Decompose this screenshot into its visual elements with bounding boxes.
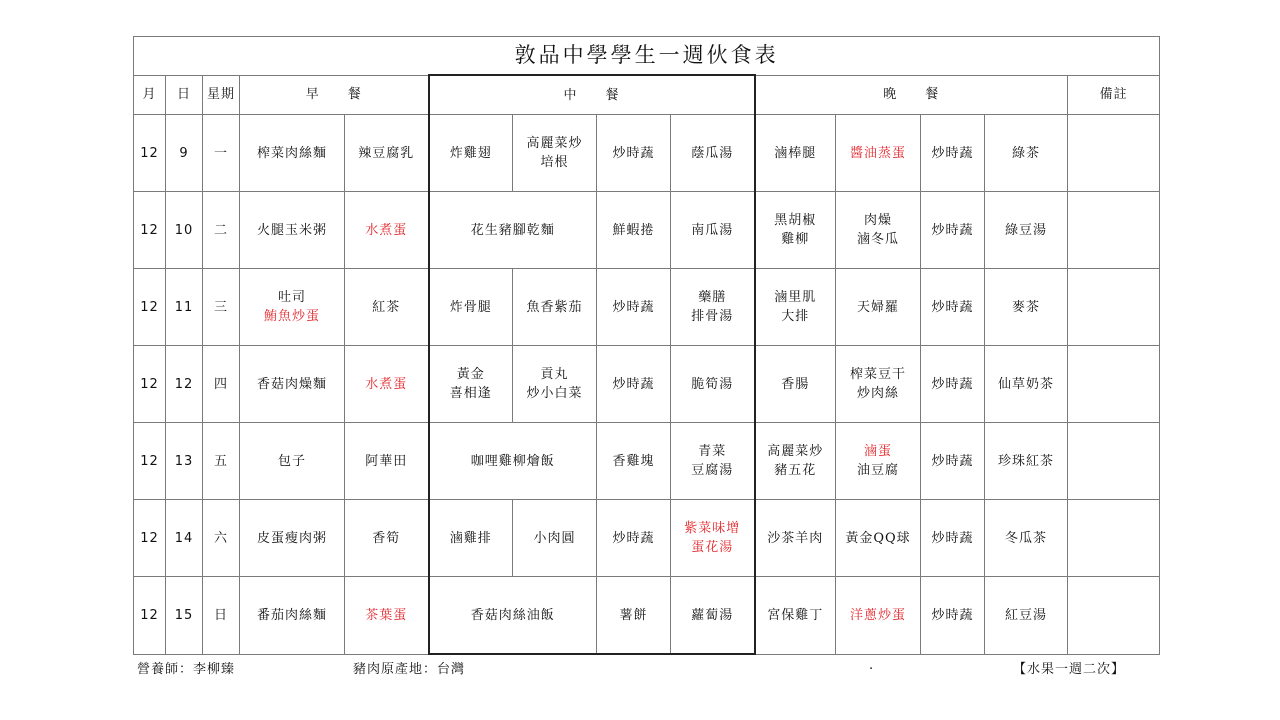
breakfast-main-cell: 榨菜肉絲麵 bbox=[240, 115, 345, 192]
lunch-veg-cell: 鮮蝦捲 bbox=[597, 192, 671, 269]
dinner-main-cell: 沙茶羊肉 bbox=[755, 500, 836, 577]
lunch-main-cell: 花生豬腳乾麵 bbox=[429, 192, 597, 269]
header-weekday: 星期 bbox=[203, 75, 240, 115]
breakfast-side-cell: 辣豆腐乳 bbox=[345, 115, 429, 192]
day-cell: 14 bbox=[166, 500, 203, 577]
lunch-main-cell-line: 黃金 bbox=[456, 367, 485, 382]
dinner-drink-cell: 綠茶 bbox=[985, 115, 1068, 192]
lunch-soup-cell bbox=[671, 423, 755, 500]
day-cell: 15 bbox=[166, 577, 203, 655]
dinner-drink-cell: 紅豆湯 bbox=[985, 577, 1068, 655]
breakfast-main-cell: 香菇肉燥麵 bbox=[240, 346, 345, 423]
breakfast-side-cell: 香筍 bbox=[345, 500, 429, 577]
lunch-soup-cell-line: 紫菜味增 bbox=[684, 521, 741, 536]
month-cell: 12 bbox=[134, 500, 166, 577]
breakfast-side-cell: 紅茶 bbox=[345, 269, 429, 346]
header-month: 月 bbox=[134, 75, 166, 115]
day-row bbox=[134, 346, 1160, 423]
day-cell: 11 bbox=[166, 269, 203, 346]
breakfast-side-cell: 茶葉蛋 bbox=[345, 577, 429, 655]
dinner-side-cell bbox=[836, 346, 921, 423]
weekday-cell: 三 bbox=[203, 269, 240, 346]
day-cell: 10 bbox=[166, 192, 203, 269]
fruit-note: 【水果一週二次】 bbox=[1013, 662, 1126, 677]
notes-cell bbox=[1068, 115, 1160, 192]
lunch-soup-cell: 南瓜湯 bbox=[671, 192, 755, 269]
lunch-side-cell-line: 炒小白菜 bbox=[526, 386, 583, 401]
lunch-side-cell-line: 高麗菜炒 bbox=[526, 136, 583, 151]
dinner-main-cell-line: 高麗菜炒 bbox=[767, 444, 824, 459]
dinner-main-cell-line: 雞柳 bbox=[781, 232, 810, 247]
weekday-cell: 五 bbox=[203, 423, 240, 500]
notes-cell bbox=[1068, 192, 1160, 269]
lunch-main-cell: 滷雞排 bbox=[429, 500, 513, 577]
day-row bbox=[134, 269, 1160, 346]
dinner-side-cell: 黃金QQ球 bbox=[836, 500, 921, 577]
pork-origin-label: 豬肉原產地：台灣 bbox=[353, 662, 466, 677]
lunch-soup-cell-line: 藥膳 bbox=[698, 290, 727, 305]
footer-dot: . bbox=[869, 658, 875, 673]
breakfast-side-cell: 水煮蛋 bbox=[345, 192, 429, 269]
dinner-drink-cell: 珍珠紅茶 bbox=[985, 423, 1068, 500]
dinner-main-cell bbox=[755, 269, 836, 346]
lunch-soup-cell: 蘿蔔湯 bbox=[671, 577, 755, 655]
lunch-soup-cell-line: 豆腐湯 bbox=[691, 463, 734, 478]
lunch-soup-cell: 蔭瓜湯 bbox=[671, 115, 755, 192]
day-row bbox=[134, 500, 1160, 577]
month-cell: 12 bbox=[134, 346, 166, 423]
lunch-soup-cell bbox=[671, 500, 755, 577]
lunch-soup-cell-line: 青菜 bbox=[698, 444, 727, 459]
dinner-main-cell: 香腸 bbox=[755, 346, 836, 423]
notes-cell bbox=[1068, 500, 1160, 577]
dinner-side-line: 滷蛋 bbox=[863, 444, 892, 459]
weekday-cell: 二 bbox=[203, 192, 240, 269]
dinner-drink-cell: 綠豆湯 bbox=[985, 192, 1068, 269]
lunch-main-cell: 炸骨腿 bbox=[429, 269, 513, 346]
header-dinner: 晚 餐 bbox=[755, 75, 1068, 115]
dinner-side-cell-line: 肉燥 bbox=[863, 213, 892, 228]
menu-title: 敦品中學學生一週伙食表 bbox=[134, 37, 1160, 76]
header-notes: 備註 bbox=[1068, 75, 1160, 115]
header-day: 日 bbox=[166, 75, 203, 115]
lunch-main-cell bbox=[429, 346, 513, 423]
lunch-veg-cell: 薯餅 bbox=[597, 577, 671, 655]
lunch-veg-cell: 炒時蔬 bbox=[597, 346, 671, 423]
month-cell: 12 bbox=[134, 269, 166, 346]
dinner-drink-cell: 仙草奶茶 bbox=[985, 346, 1068, 423]
notes-cell bbox=[1068, 269, 1160, 346]
dinner-drink-cell: 冬瓜茶 bbox=[985, 500, 1068, 577]
dinner-main-cell-line: 大排 bbox=[781, 309, 810, 324]
dinner-veg-cell: 炒時蔬 bbox=[921, 500, 985, 577]
breakfast-main-cell: 火腿玉米粥 bbox=[240, 192, 345, 269]
day-row bbox=[134, 115, 1160, 192]
dinner-veg-cell: 炒時蔬 bbox=[921, 577, 985, 655]
weekday-cell: 六 bbox=[203, 500, 240, 577]
lunch-side-cell: 小肉圓 bbox=[513, 500, 597, 577]
dinner-veg-cell: 炒時蔬 bbox=[921, 269, 985, 346]
breakfast-main-line: 吐司 bbox=[277, 290, 306, 305]
weekly-menu-table bbox=[133, 36, 1160, 655]
dinner-main-cell bbox=[755, 192, 836, 269]
dinner-side-cell-line: 滷冬瓜 bbox=[856, 232, 899, 247]
month-cell: 12 bbox=[134, 115, 166, 192]
day-row bbox=[134, 577, 1160, 655]
lunch-side-cell: 魚香紫茄 bbox=[513, 269, 597, 346]
lunch-main-cell: 香菇肉絲油飯 bbox=[429, 577, 597, 655]
header-breakfast: 早 餐 bbox=[240, 75, 429, 115]
day-row bbox=[134, 423, 1160, 500]
dinner-drink-cell: 麥茶 bbox=[985, 269, 1068, 346]
dinner-veg-cell: 炒時蔬 bbox=[921, 115, 985, 192]
dinner-main-cell: 宮保雞丁 bbox=[755, 577, 836, 655]
breakfast-main-cell: 皮蛋瘦肉粥 bbox=[240, 500, 345, 577]
breakfast-main-cell: 番茄肉絲麵 bbox=[240, 577, 345, 655]
lunch-side-cell-line: 培根 bbox=[540, 155, 569, 170]
dinner-main-cell-line: 滷里肌 bbox=[774, 290, 817, 305]
dinner-side-cell-line: 榨菜豆干 bbox=[849, 367, 906, 382]
breakfast-main-cell: 包子 bbox=[240, 423, 345, 500]
lunch-veg-cell: 香雞塊 bbox=[597, 423, 671, 500]
notes-cell bbox=[1068, 423, 1160, 500]
dinner-veg-cell: 炒時蔬 bbox=[921, 192, 985, 269]
day-cell: 13 bbox=[166, 423, 203, 500]
dinner-side-line: 油豆腐 bbox=[856, 463, 899, 478]
dinner-main-cell-line: 黑胡椒 bbox=[774, 213, 817, 228]
lunch-side-cell-line: 貢丸 bbox=[540, 367, 569, 382]
lunch-main-cell-line: 喜相逢 bbox=[449, 386, 492, 401]
breakfast-main-line: 鮪魚炒蛋 bbox=[263, 309, 320, 324]
nutritionist-label: 營養師：李柳臻 bbox=[137, 662, 236, 677]
month-cell: 12 bbox=[134, 423, 166, 500]
breakfast-side-cell: 水煮蛋 bbox=[345, 346, 429, 423]
dinner-veg-cell: 炒時蔬 bbox=[921, 346, 985, 423]
lunch-soup-cell: 脆筍湯 bbox=[671, 346, 755, 423]
lunch-veg-cell: 炒時蔬 bbox=[597, 269, 671, 346]
weekday-cell: 四 bbox=[203, 346, 240, 423]
lunch-side-cell bbox=[513, 115, 597, 192]
dinner-main-cell bbox=[755, 423, 836, 500]
dinner-veg-cell: 炒時蔬 bbox=[921, 423, 985, 500]
day-row bbox=[134, 192, 1160, 269]
dinner-side-cell: 天婦羅 bbox=[836, 269, 921, 346]
breakfast-side-cell: 阿華田 bbox=[345, 423, 429, 500]
dinner-side-cell bbox=[836, 192, 921, 269]
dinner-side-cell-line: 炒肉絲 bbox=[856, 386, 899, 401]
month-cell: 12 bbox=[134, 192, 166, 269]
notes-cell bbox=[1068, 577, 1160, 655]
lunch-soup-cell bbox=[671, 269, 755, 346]
dinner-side-cell: 洋蔥炒蛋 bbox=[836, 577, 921, 655]
dinner-side-cell bbox=[836, 423, 921, 500]
lunch-veg-cell: 炒時蔬 bbox=[597, 500, 671, 577]
weekday-cell: 日 bbox=[203, 577, 240, 655]
weekday-cell: 一 bbox=[203, 115, 240, 192]
lunch-main-cell: 咖哩雞柳燴飯 bbox=[429, 423, 597, 500]
lunch-main-cell: 炸雞翅 bbox=[429, 115, 513, 192]
notes-cell bbox=[1068, 346, 1160, 423]
lunch-soup-cell-line: 排骨湯 bbox=[691, 309, 734, 324]
header-lunch: 中 餐 bbox=[429, 75, 755, 115]
menu-footer bbox=[133, 656, 1159, 678]
lunch-soup-cell-line: 蛋花湯 bbox=[691, 540, 734, 555]
lunch-veg-cell: 炒時蔬 bbox=[597, 115, 671, 192]
breakfast-main-cell bbox=[240, 269, 345, 346]
dinner-side-cell: 醬油蒸蛋 bbox=[836, 115, 921, 192]
lunch-side-cell bbox=[513, 346, 597, 423]
dinner-main-cell: 滷棒腿 bbox=[755, 115, 836, 192]
month-cell: 12 bbox=[134, 577, 166, 655]
day-cell: 12 bbox=[166, 346, 203, 423]
day-cell: 9 bbox=[166, 115, 203, 192]
dinner-main-cell-line: 豬五花 bbox=[774, 463, 817, 478]
menu-sheet bbox=[133, 36, 1159, 655]
